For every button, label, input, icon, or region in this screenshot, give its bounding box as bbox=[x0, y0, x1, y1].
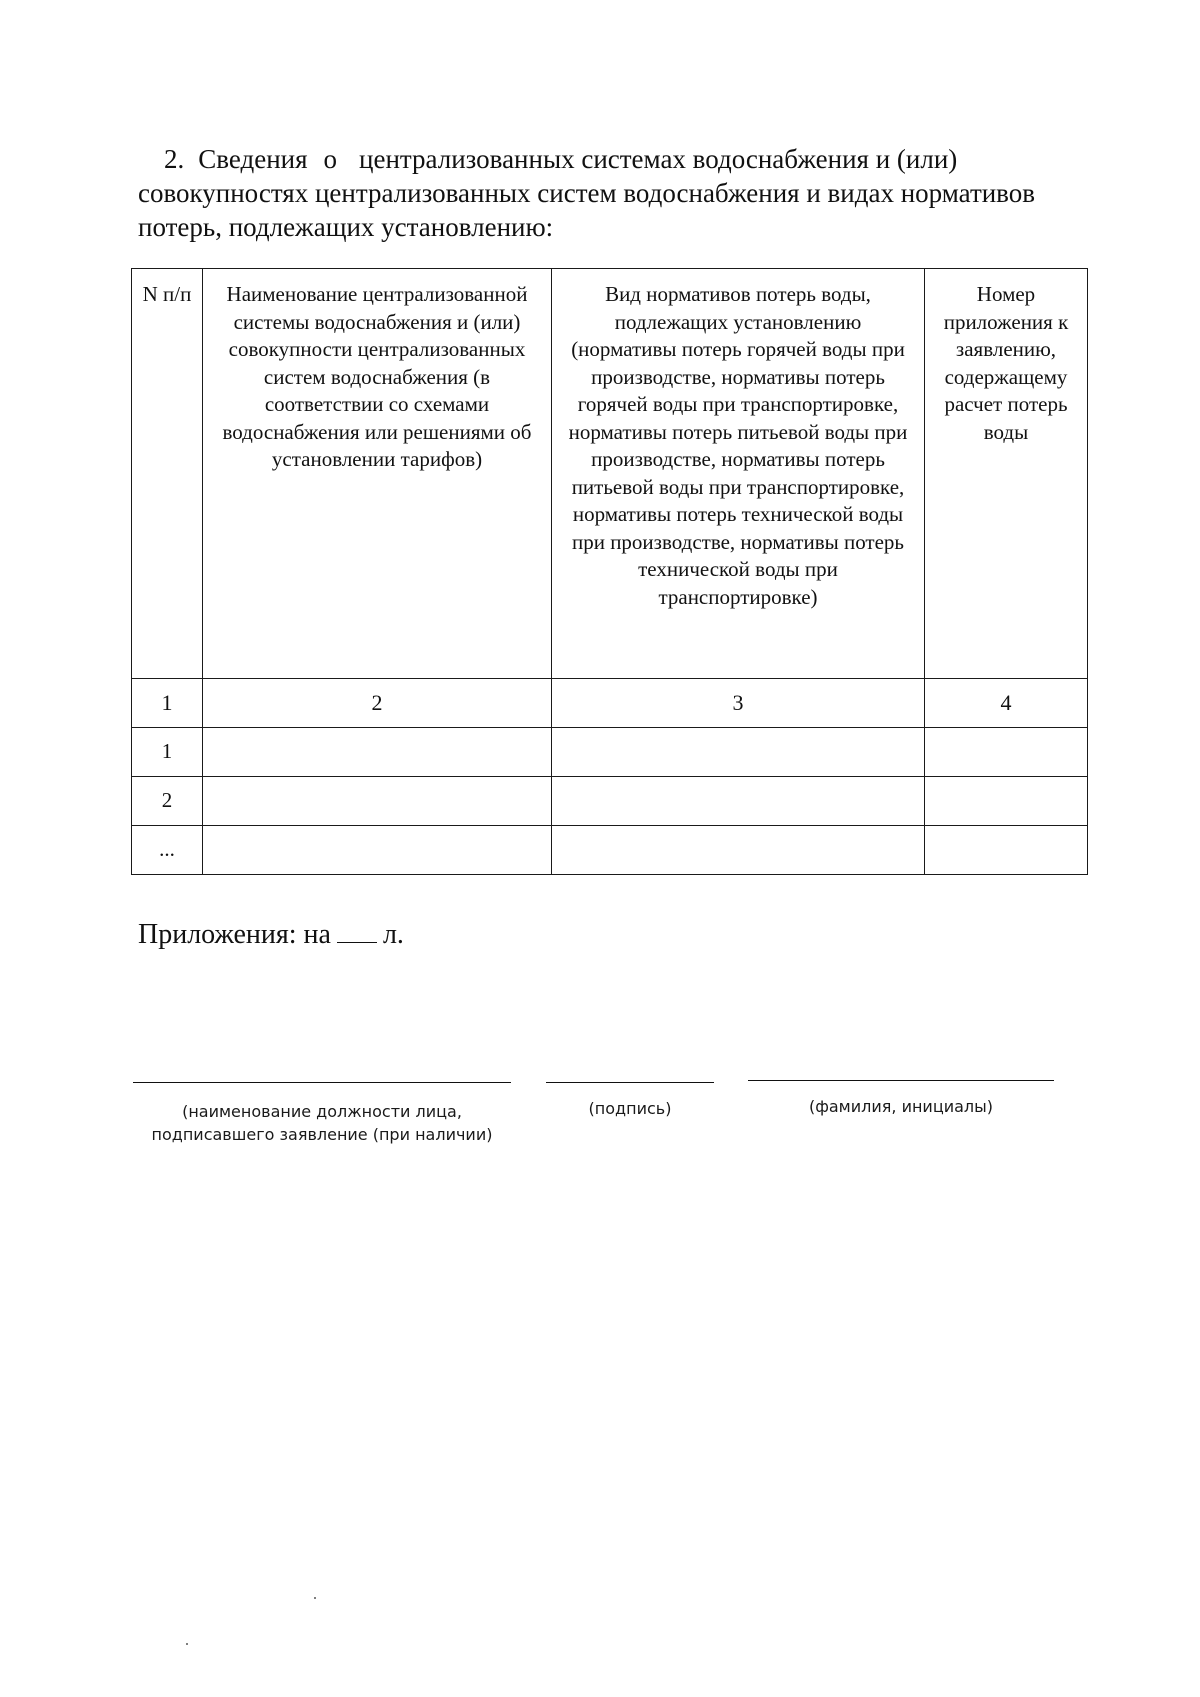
appendix-prefix: Приложения: на bbox=[138, 919, 331, 950]
column-number-cell: 1 bbox=[132, 679, 203, 728]
water-loss-norms-table bbox=[131, 268, 1088, 875]
scan-speck bbox=[186, 1643, 188, 1645]
appendix-number-cell bbox=[925, 777, 1088, 826]
appendix-number-cell bbox=[925, 826, 1088, 875]
position-caption-line-1: (наименование должности лица, bbox=[182, 1102, 462, 1121]
intro-word-2: о bbox=[323, 144, 338, 174]
column-number-cell: 4 bbox=[925, 679, 1088, 728]
intro-word-3: централизованных системах водоснабжения и (или) bbox=[359, 144, 958, 174]
row-number-cell: ... bbox=[132, 826, 203, 875]
section-2-intro bbox=[138, 142, 1098, 244]
position-caption-line-2: подписавшего заявление (при наличии) bbox=[151, 1125, 493, 1144]
table-row bbox=[132, 728, 1088, 777]
signature-line bbox=[546, 1082, 714, 1083]
intro-word-1: Сведения bbox=[198, 144, 308, 174]
row-number-cell: 2 bbox=[132, 777, 203, 826]
table-header-row bbox=[132, 269, 1088, 679]
system-name-cell bbox=[203, 728, 552, 777]
scan-speck bbox=[314, 1597, 316, 1599]
intro-line-1 bbox=[138, 142, 1098, 176]
norm-type-cell bbox=[552, 728, 925, 777]
norm-type-cell bbox=[552, 777, 925, 826]
name-caption: (фамилия, инициалы) bbox=[808, 1097, 994, 1116]
header-number bbox=[132, 269, 203, 679]
header-norm-type-text: Вид нормативов потерь воды, подлежащих установлению (нормативы потерь горячей воды при производстве, нормативы потерь горячей воды при транспортировке, нормативы потерь питьевой воды при производстве, нормативы потерь питьевой воды при транспортировке, нормативы потерь технической воды при производстве, нормативы потерь технической воды при транспортировке) bbox=[568, 282, 908, 609]
header-appendix-number bbox=[925, 269, 1088, 679]
header-norm-type bbox=[552, 269, 925, 679]
column-numbering-row bbox=[132, 679, 1088, 728]
norm-type-cell bbox=[552, 826, 925, 875]
table-row bbox=[132, 826, 1088, 875]
appendix-line bbox=[138, 918, 404, 952]
appendix-suffix: л. bbox=[382, 919, 404, 950]
appendix-sheet-count-blank bbox=[337, 920, 377, 943]
header-number-text: N п/п bbox=[142, 282, 192, 306]
system-name-cell bbox=[203, 777, 552, 826]
position-signature-line bbox=[133, 1082, 511, 1083]
section-number: 2. bbox=[164, 144, 185, 174]
row-number-cell: 1 bbox=[132, 728, 203, 777]
intro-line-2: совокупностях централизованных систем водоснабжения и видах нормативов bbox=[138, 178, 1035, 208]
system-name-cell bbox=[203, 826, 552, 875]
name-signature-line bbox=[748, 1080, 1054, 1081]
header-appendix-number-text: Номер приложения к заявлению, содержащему расчет потерь воды bbox=[943, 282, 1069, 444]
position-caption bbox=[133, 1100, 511, 1146]
intro-line-3: потерь, подлежащих установлению: bbox=[138, 212, 554, 242]
appendix-number-cell bbox=[925, 728, 1088, 777]
column-number-cell: 2 bbox=[203, 679, 552, 728]
column-number-cell: 3 bbox=[552, 679, 925, 728]
table-row bbox=[132, 777, 1088, 826]
signature-caption: (подпись) bbox=[588, 1099, 672, 1118]
header-system-name bbox=[203, 269, 552, 679]
header-system-name-text: Наименование централизованной системы водоснабжения и (или) совокупности централизованных систем водоснабжения (в соответствии со схемами водоснабжения или решениями об установлении тарифов) bbox=[222, 282, 532, 471]
